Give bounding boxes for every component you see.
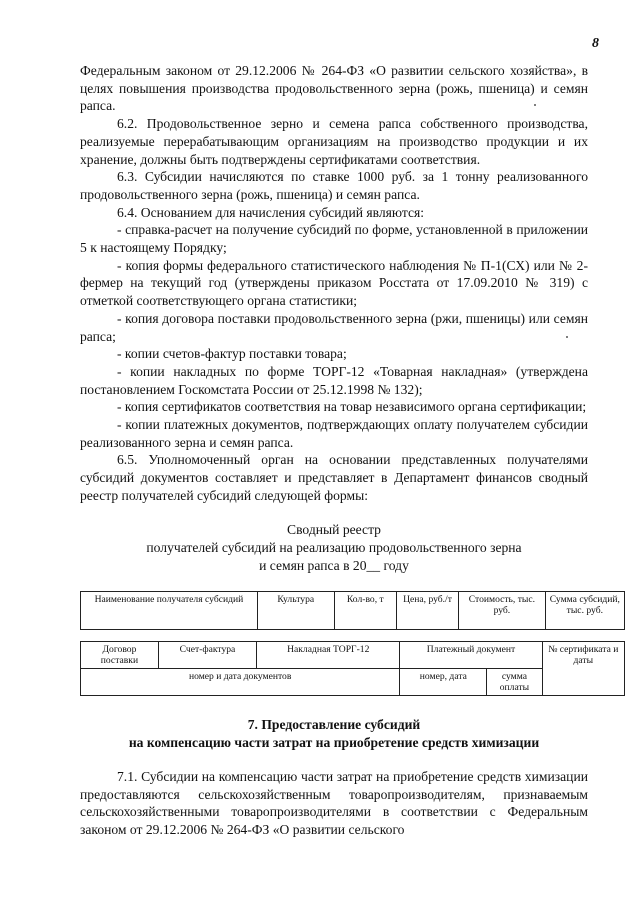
section-7-body [80,768,588,839]
header-certificate-number: № сертификата и даты [542,642,624,696]
header-price: Цена, руб./т [396,592,458,630]
registry-table-documents [80,641,625,696]
subheader-payment-sum: сумма оплаты [487,669,542,696]
registry-title-line1: Сводный реестр [287,522,381,537]
paragraph-6-5: 6.5. Уполномоченный орган на основании представленных получателями субсидий документов составляет и представляет в Департамент финансов сводный реестр получателей субсидий следующей формы: [80,452,588,503]
paragraph-6-4: 6.4. Основанием для начисления субсидий являются: [117,204,425,220]
header-cost: Стоимость, тыс. руб. [459,592,546,630]
registry-title-line3: и семян рапса в 20__ году [259,558,409,573]
top-paragraphs [80,62,588,505]
scan-speck [534,104,536,106]
header-subsidy-sum: Сумма субсидий, тыс. руб. [545,592,624,630]
list-item-waybills: - копии накладных по форме ТОРГ-12 «Товарная накладная» (утверждена постановлением Госкомстата России от 25.12.1998 № 132); [80,363,588,397]
paragraph-6-3: 6.3. Субсидии начисляются по ставке 1000 руб. за 1 тонну реализованного продовольственного зерна (рожь, пшеница) и семян рапса. [80,169,588,202]
header-invoice: Счет-фактура [158,642,256,669]
subheader-number-date: номер, дата [400,669,487,696]
paragraph-6-2: 6.2. Продовольственное зерно и семена рапса собственного производства, реализуемые перерабатывающим организациям на производство продукции и их хранение, должны быть подтверждены сертификатами соответствия. [80,116,588,167]
section-7-heading-line2: на компенсацию части затрат на приобретение средств химизации [128,735,540,750]
registry-title [80,521,588,575]
header-crop: Культура [257,592,334,630]
subheader-number-date-docs: номер и дата документов [81,669,400,696]
list-item-supply-contract: - копия договора поставки продовольственного зерна (ржи, пшеницы) или семян рапса; [80,310,588,344]
list-item-certificates: - копия сертификатов соответствия на товар независимого органа сертификации; [117,399,587,415]
list-item-calc-certificate: - справка-расчет на получение субсидий по форме, установленной в приложении 5 к настоящему Порядку; [80,222,588,256]
section-7-heading-line1: 7. Предоставление субсидий [247,717,421,732]
paragraph-law-reference: Федеральным законом от 29.12.2006 № 264-ФЗ «О развитии сельского хозяйства», в целях повышения производства продовольственного зерна (рожь, пшеница) и семян рапса. [80,63,588,114]
list-item-stat-form: - копия формы федерального статистического наблюдения № П-1(СХ) или № 2-фермер на текущий год (утверждены приказом Росстата от 17.09.2010 № 319) с отметкой соответствующего органа статистики; [80,257,588,309]
header-payment-document: Платежный документ [400,642,542,669]
scan-speck [566,336,568,338]
header-recipient-name: Наименование получателя субсидий [81,592,258,630]
paragraph-7-1: 7.1. Субсидии на компенсацию части затрат на приобретение средств химизации предоставляются сельскохозяйственным товаропроизводителям, признаваемым сельскохозяйственными товаропроизводителями в соответствии с Федеральным законом от 29.12.2006 № 264-ФЗ «О развитии сельского [80,769,588,838]
header-waybill: Накладная ТОРГ-12 [257,642,400,669]
section-7-heading [80,716,588,752]
header-quantity: Кол-во, т [334,592,396,630]
header-supply-contract: Договор поставки [81,642,159,669]
registry-table-main [80,591,625,630]
page-number: 8 [592,36,599,51]
list-item-invoices: - копии счетов-фактур поставки товара; [117,346,347,362]
list-item-payment-docs: - копии платежных документов, подтверждающих оплату получателем субсидии реализованного зерна и семян рапса. [80,417,588,450]
registry-title-line2: получателей субсидий на реализацию продовольственного зерна [146,540,522,555]
